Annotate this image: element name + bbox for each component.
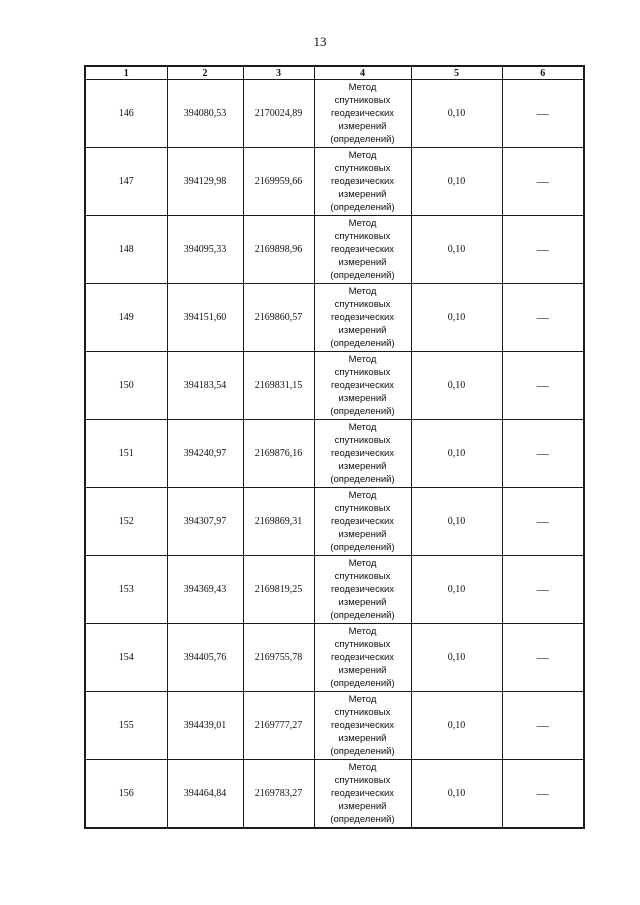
note-dash: — [536,174,549,188]
accuracy-cell: 0,10 [411,148,502,216]
method-text-line: Метод [348,150,377,161]
y-coordinate-cell: 2169755,78 [243,624,314,692]
method-text-line: (определений) [330,270,395,281]
x-coordinate-cell: 394307,97 [167,488,243,556]
accuracy-cell: 0,10 [411,352,502,420]
x-coordinate-cell: 394129,98 [167,148,243,216]
table-row [85,284,584,352]
method-text-line: Метод [348,422,377,433]
method-text-line: (определений) [330,746,395,757]
method-text-line: измерений [338,665,387,676]
x-coordinate-cell: 394405,76 [167,624,243,692]
y-coordinate-cell: 2169783,27 [243,760,314,829]
method-text-line: спутниковых [334,95,391,106]
accuracy-cell: 0,10 [411,80,502,148]
method-cell [314,556,411,624]
column-header-5: 5 [411,66,502,80]
method-text-line: измерений [338,801,387,812]
point-number-cell: 147 [85,148,167,216]
y-coordinate-cell: 2169831,15 [243,352,314,420]
note-dash: — [536,242,549,256]
method-cell [314,148,411,216]
y-coordinate-cell: 2169819,25 [243,556,314,624]
point-number-cell: 146 [85,80,167,148]
method-text-line: (определений) [330,134,395,145]
x-coordinate-cell: 394151,60 [167,284,243,352]
accuracy-cell: 0,10 [411,624,502,692]
method-text-line: измерений [338,257,387,268]
note-cell [502,624,584,692]
method-text-line: спутниковых [334,503,391,514]
note-dash: — [536,310,549,324]
table-row [85,488,584,556]
method-text-line: измерений [338,189,387,200]
note-cell [502,760,584,829]
method-cell [314,420,411,488]
method-cell [314,284,411,352]
point-number-cell: 148 [85,216,167,284]
point-number-cell: 153 [85,556,167,624]
method-text-line: (определений) [330,678,395,689]
y-coordinate-cell: 2169869,31 [243,488,314,556]
method-cell [314,692,411,760]
x-coordinate-cell: 394439,01 [167,692,243,760]
column-header-2: 2 [167,66,243,80]
table-header-row [85,66,584,80]
x-coordinate-cell: 394095,33 [167,216,243,284]
method-text-line: измерений [338,121,387,132]
method-cell [314,488,411,556]
method-text-line: спутниковых [334,367,391,378]
note-cell [502,488,584,556]
method-text-line: геодезических [330,652,395,663]
accuracy-cell: 0,10 [411,760,502,829]
accuracy-cell: 0,10 [411,216,502,284]
table-row [85,148,584,216]
method-cell [314,352,411,420]
accuracy-cell: 0,10 [411,556,502,624]
point-number-cell: 152 [85,488,167,556]
point-number-cell: 154 [85,624,167,692]
method-text-line: геодезических [330,516,395,527]
method-text-line: (определений) [330,610,395,621]
x-coordinate-cell: 394240,97 [167,420,243,488]
method-text-line: (определений) [330,406,395,417]
point-number-cell: 155 [85,692,167,760]
method-text-line: Метод [348,626,377,637]
y-coordinate-cell: 2170024,89 [243,80,314,148]
table-row [85,692,584,760]
accuracy-cell: 0,10 [411,692,502,760]
note-dash: — [536,106,549,120]
method-cell [314,760,411,829]
method-text-line: Метод [348,490,377,501]
method-text-line: (определений) [330,202,395,213]
method-cell [314,80,411,148]
method-text-line: спутниковых [334,707,391,718]
note-cell [502,148,584,216]
point-number-cell: 151 [85,420,167,488]
method-text-line: спутниковых [334,231,391,242]
method-text-line: Метод [348,286,377,297]
note-dash: — [536,582,549,596]
page-number: 13 [313,34,327,49]
method-text-line: измерений [338,393,387,404]
method-text-line: измерений [338,597,387,608]
method-text-line: геодезических [330,244,395,255]
method-text-line: (определений) [330,542,395,553]
note-dash: — [536,718,549,732]
method-text-line: геодезических [330,584,395,595]
note-dash: — [536,786,549,800]
method-text-line: Метод [348,218,377,229]
point-number-cell: 156 [85,760,167,829]
table-row [85,624,584,692]
coordinates-table [84,65,585,829]
method-text-line: Метод [348,82,377,93]
method-text-line: измерений [338,325,387,336]
note-dash: — [536,650,549,664]
method-text-line: спутниковых [334,775,391,786]
column-header-3: 3 [243,66,314,80]
table-row [85,556,584,624]
point-number-cell: 150 [85,352,167,420]
method-text-line: геодезических [330,380,395,391]
note-dash: — [536,446,549,460]
method-text-line: (определений) [330,474,395,485]
method-text-line: измерений [338,529,387,540]
method-text-line: геодезических [330,312,395,323]
note-cell [502,216,584,284]
method-text-line: спутниковых [334,299,391,310]
method-text-line: геодезических [330,108,395,119]
note-cell [502,420,584,488]
method-text-line: спутниковых [334,163,391,174]
table-row [85,352,584,420]
y-coordinate-cell: 2169777,27 [243,692,314,760]
x-coordinate-cell: 394369,43 [167,556,243,624]
method-text-line: измерений [338,733,387,744]
y-coordinate-cell: 2169876,16 [243,420,314,488]
method-text-line: (определений) [330,814,395,825]
method-cell [314,216,411,284]
column-header-4: 4 [314,66,411,80]
note-dash: — [536,514,549,528]
y-coordinate-cell: 2169860,57 [243,284,314,352]
method-text-line: спутниковых [334,571,391,582]
note-cell [502,692,584,760]
column-header-6: 6 [502,66,584,80]
method-text-line: спутниковых [334,435,391,446]
table-row [85,760,584,829]
note-cell [502,352,584,420]
point-number-cell: 149 [85,284,167,352]
table-row [85,420,584,488]
y-coordinate-cell: 2169959,66 [243,148,314,216]
accuracy-cell: 0,10 [411,488,502,556]
note-cell [502,80,584,148]
method-text-line: Метод [348,694,377,705]
method-text-line: геодезических [330,176,395,187]
note-dash: — [536,378,549,392]
method-text-line: геодезических [330,720,395,731]
y-coordinate-cell: 2169898,96 [243,216,314,284]
accuracy-cell: 0,10 [411,420,502,488]
method-text-line: (определений) [330,338,395,349]
method-cell [314,624,411,692]
method-text-line: спутниковых [334,639,391,650]
method-text-line: Метод [348,762,377,773]
method-text-line: измерений [338,461,387,472]
x-coordinate-cell: 394464,84 [167,760,243,829]
x-coordinate-cell: 394183,54 [167,352,243,420]
accuracy-cell: 0,10 [411,284,502,352]
column-header-1: 1 [85,66,167,80]
table-row [85,80,584,148]
method-text-line: Метод [348,354,377,365]
method-text-line: Метод [348,558,377,569]
method-text-line: геодезических [330,448,395,459]
note-cell [502,284,584,352]
note-cell [502,556,584,624]
method-text-line: геодезических [330,788,395,799]
x-coordinate-cell: 394080,53 [167,80,243,148]
table-body [85,80,584,829]
table-row [85,216,584,284]
